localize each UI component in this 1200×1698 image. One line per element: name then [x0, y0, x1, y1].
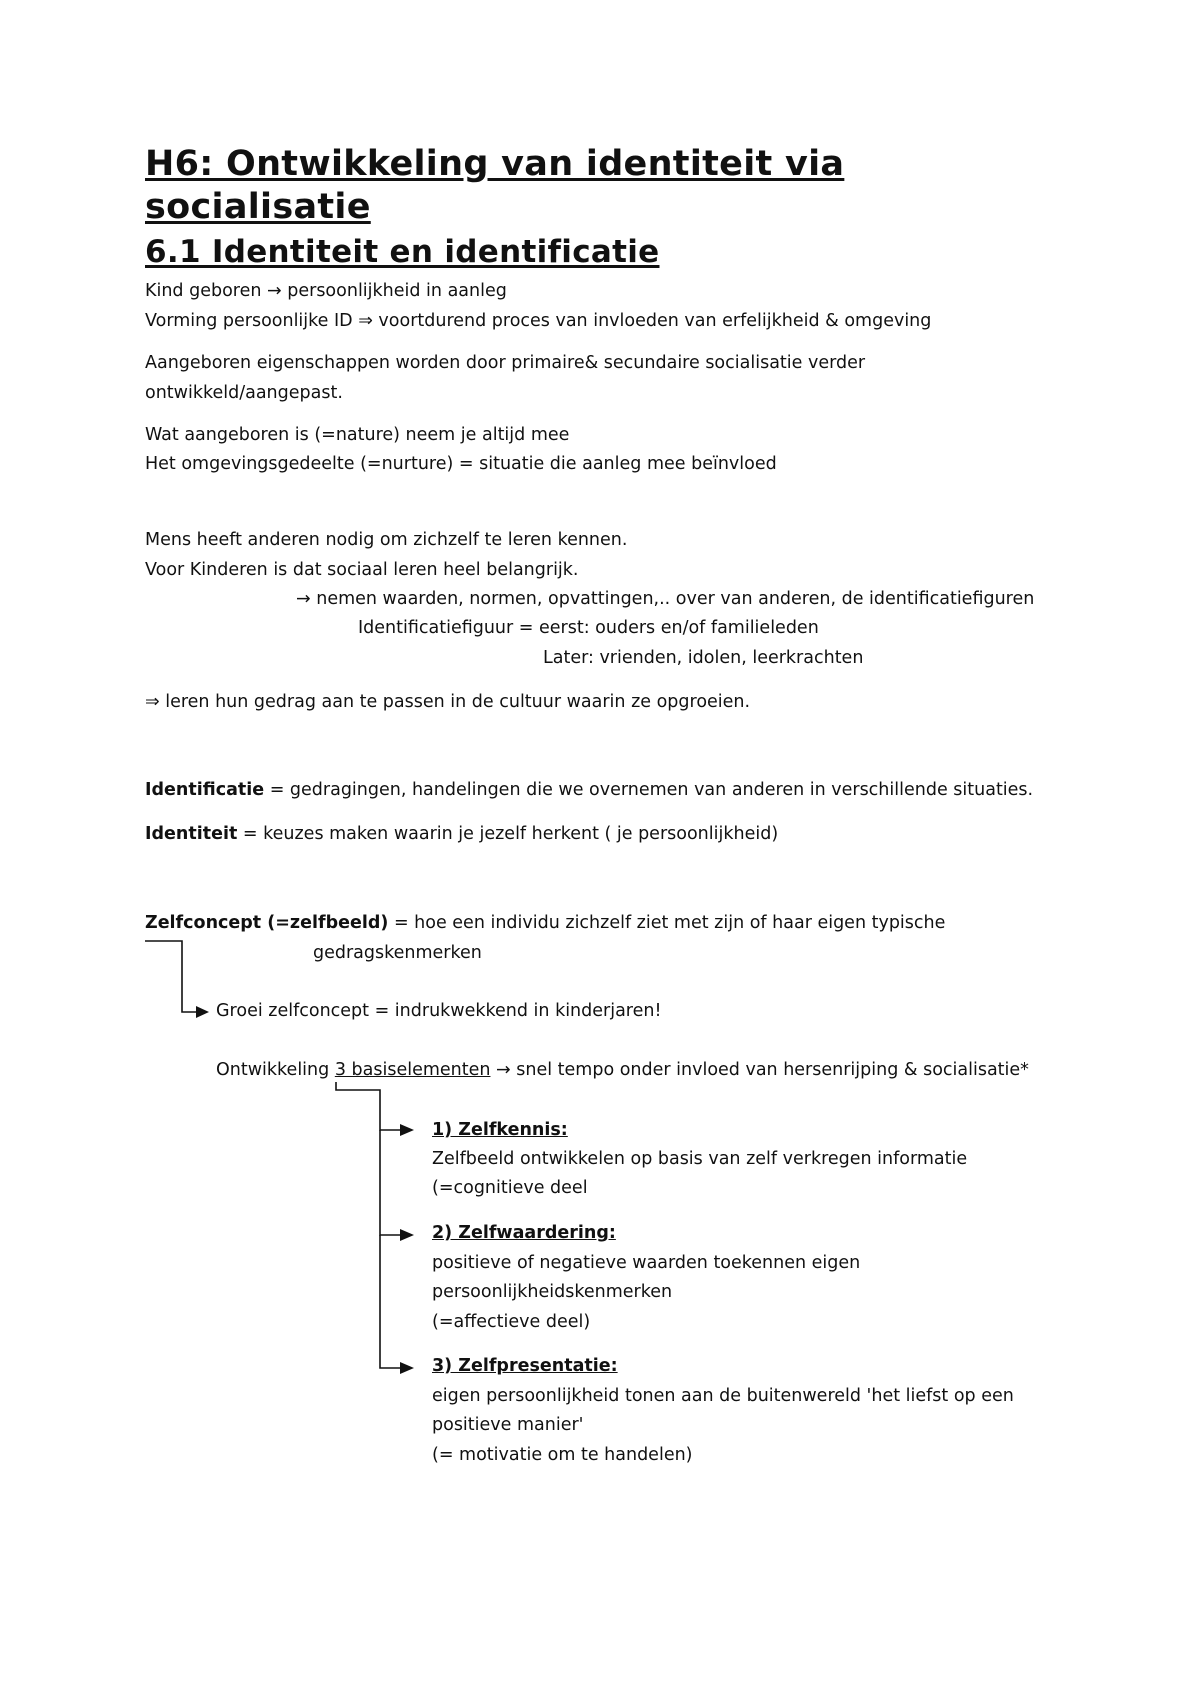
basiselementen-link: 3 basiselementen [334, 1060, 491, 1080]
zelfconcept-connector [145, 941, 196, 1012]
element-title-zelfwaardering: 2) Zelfwaardering: [432, 1223, 616, 1243]
text-line: gedragskenmerken [313, 943, 482, 963]
text-line: Aangeboren eigenschappen worden door primaire& secundaire socialisatie verder [145, 353, 866, 373]
text-line: Groei zelfconcept = indrukwekkend in kinderjaren! [216, 1001, 662, 1021]
text-line: Wat aangeboren is (=nature) neem je altijd mee [145, 425, 570, 445]
arrow-head-icon [400, 1124, 414, 1136]
text-line: positieve of negatieve waarden toekennen eigen [432, 1253, 861, 1273]
text-line: Identificatiefiguur = eerst: ouders en/of familieleden [358, 618, 819, 638]
text-line: (=affectieve deel) [432, 1312, 591, 1332]
text-line: Voor Kinderen is dat sociaal leren heel belangrijk. [145, 560, 579, 580]
text-line: persoonlijkheidskenmerken [432, 1282, 673, 1302]
text-line: Zelfbeeld ontwikkelen op basis van zelf verkregen informatie [432, 1149, 968, 1169]
term: Zelfconcept (=zelfbeeld) [145, 913, 389, 933]
text-line: Mens heeft anderen nodig om zichzelf te leren kennen. [145, 530, 628, 550]
arrow-head-icon [400, 1229, 414, 1241]
text-line: Het omgevingsgedeelte (=nurture) = situatie die aanleg mee beïnvloed [145, 454, 777, 474]
text-line: Kind geboren → persoonlijkheid in aanleg [145, 281, 507, 301]
element-title-zelfkennis: 1) Zelfkennis: [432, 1120, 568, 1140]
element-title-zelfpresentatie: 3) Zelfpresentatie: [432, 1356, 618, 1376]
text-line: (=cognitieve deel [432, 1178, 588, 1198]
connector-zelfkennis [336, 1082, 400, 1130]
text-line: eigen persoonlijkheid tonen aan de buitenwereld 'het liefst op een [432, 1386, 1014, 1406]
definition: = gedragingen, handelingen die we overnemen van anderen in verschillende situaties. [264, 780, 1034, 800]
connector-zelfpresentatie [380, 1235, 400, 1368]
text-line: ontwikkeld/aangepast. [145, 383, 343, 403]
section-title: 6.1 Identiteit en identificatie [145, 234, 660, 270]
connector-zelfwaardering [380, 1130, 400, 1235]
definition: = keuzes maken waarin je jezelf herkent ( je persoonlijkheid) [237, 824, 779, 844]
page-title-line-1: H6: Ontwikkeling van identiteit via [145, 144, 845, 184]
text-line: Later: vrienden, idolen, leerkrachten [543, 648, 864, 668]
text-line: Vorming persoonlijke ID ⇒ voortdurend proces van invloeden van erfelijkheid & omgeving [145, 311, 932, 331]
definition: = hoe een individu zichzelf ziet met zijn of haar eigen typische [388, 913, 946, 933]
term: Identiteit [145, 824, 238, 844]
arrow-head-icon [196, 1006, 209, 1018]
text: → snel tempo onder invloed van hersenrijping & socialisatie* [490, 1060, 1029, 1080]
text: Ontwikkeling [216, 1060, 335, 1080]
text-line: positieve manier' [432, 1415, 584, 1435]
text-line: ⇒ leren hun gedrag aan te passen in de cultuur waarin ze opgroeien. [145, 692, 751, 712]
text-line: → nemen waarden, normen, opvattingen,.. over van anderen, de identificatiefiguren [296, 589, 1035, 609]
term: Identificatie [145, 780, 265, 800]
page-title-line-2: socialisatie [145, 187, 371, 227]
arrow-head-icon [400, 1362, 414, 1374]
text-line: (= motivatie om te handelen) [432, 1445, 693, 1465]
